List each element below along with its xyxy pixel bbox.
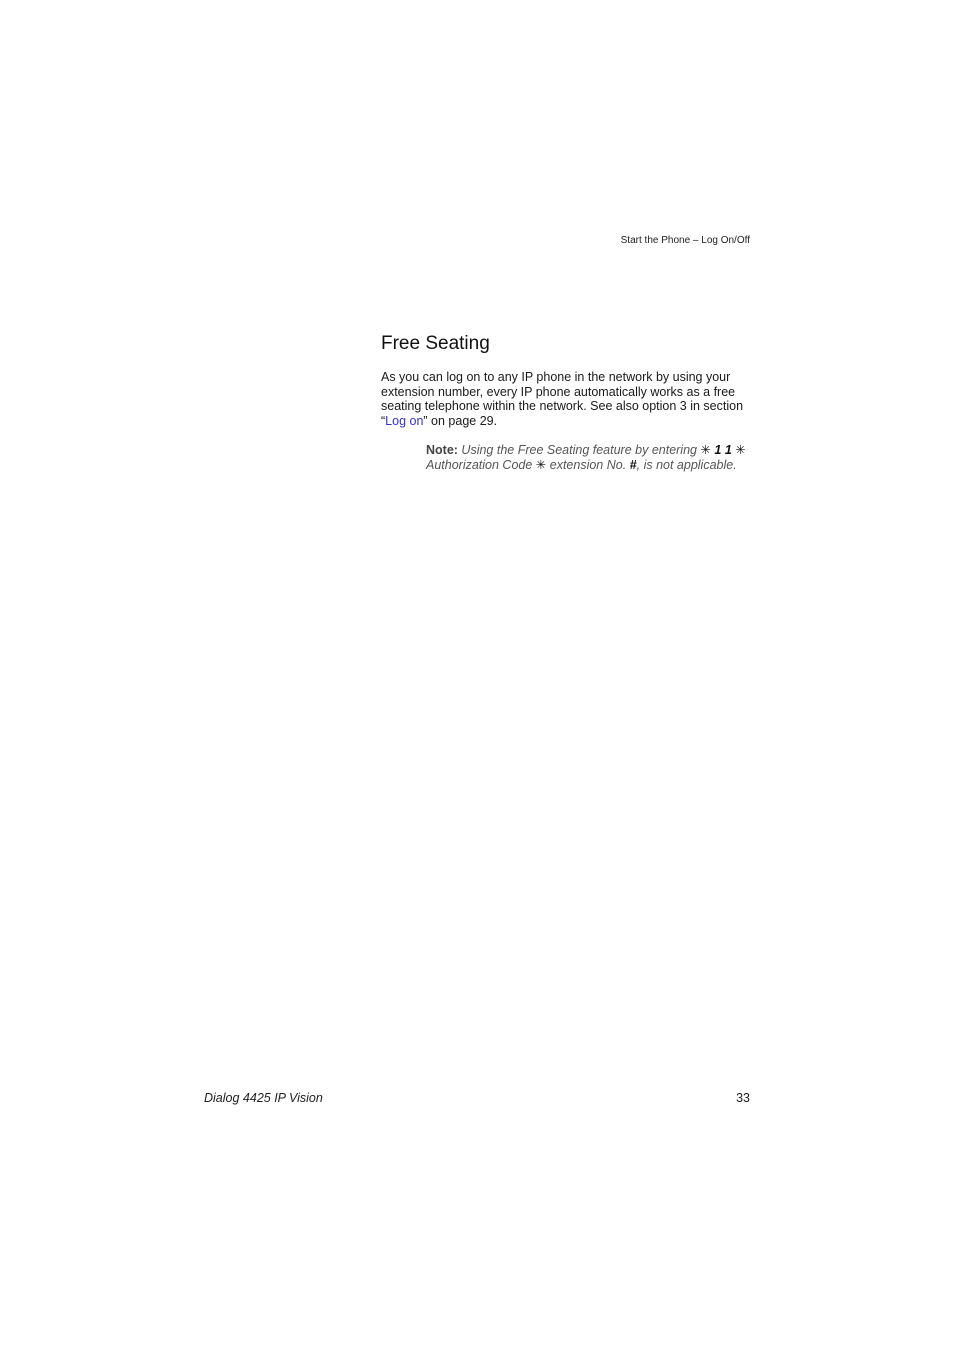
footer-doc-title: Dialog 4425 IP Vision (204, 1091, 323, 1105)
body-paragraph (381, 370, 753, 428)
note-text-2: Authorization Code (426, 457, 536, 472)
note-text-4: , is not applicable. (636, 457, 737, 472)
section-title: Free Seating (381, 333, 490, 354)
running-header: Start the Phone – Log On/Off (620, 235, 750, 246)
log-on-link[interactable]: Log on (385, 413, 424, 428)
note-block (426, 443, 746, 472)
page-number: 33 (736, 1091, 750, 1105)
paragraph-text-end: ” on page 29. (423, 413, 498, 428)
star-one-one-star-key-sequence: ✳ 1 1 ✳ (700, 443, 746, 457)
main-content (381, 332, 753, 472)
note-text-1: Using the Free Seating feature by entering (457, 443, 701, 457)
hash-key-icon: # (629, 457, 637, 472)
note-label: Note: (426, 443, 458, 457)
paragraph-text-start: As you can log on to any IP phone in the network by using your extension number, every IP phone automatically works as a free seating telephone within the network. See also option 3 in section “ (381, 370, 744, 428)
note-text-3: extension No. (546, 457, 630, 472)
star-key-icon: ✳ (535, 457, 547, 472)
